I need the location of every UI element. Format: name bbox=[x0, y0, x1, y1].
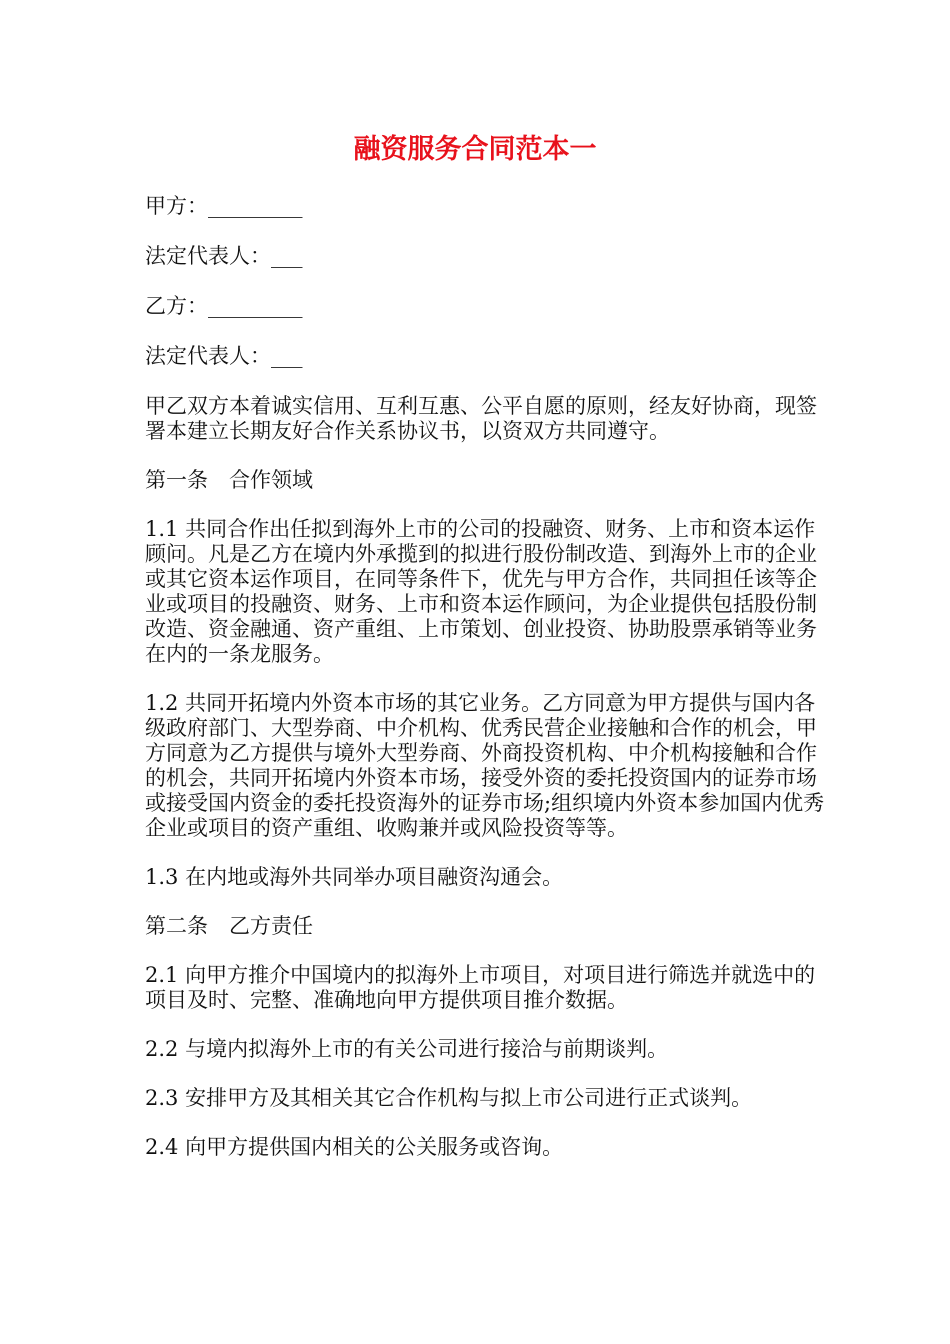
clause-2-4: 2.4 向甲方提供国内相关的公关服务或咨询。 bbox=[145, 1135, 564, 1159]
party-b-line: 乙方：_________ bbox=[145, 294, 303, 318]
document-body bbox=[145, 194, 825, 1184]
clause-2-1: 2.1 向甲方推介中国境内的拟海外上市项目，对项目进行筛选并就选中的项目及时、完整、准确地向甲方提供项目推介数据。 bbox=[145, 963, 816, 1012]
clause-2-3: 2.3 安排甲方及其相关其它合作机构与拟上市公司进行正式谈判。 bbox=[145, 1086, 753, 1110]
clause-1-1: 1.1 共同合作出任拟到海外上市的公司的投融资、财务、上市和资本运作顾问。凡是乙方在境内外承揽到的拟进行股份制改造、到海外上市的企业或其它资本运作项目，在同等条件下，优先与甲方合作，共同担任该等企业或项目的投融资、财务、上市和资本运作顾问，为企业提供包括股份制改造、资金融通、资产重组、上市策划、创业投资、协助股票承销等业务在内的一条龙服务。 bbox=[145, 517, 817, 666]
party-b-representative-line: 法定代表人：___ bbox=[145, 344, 303, 368]
clause-1-3: 1.3 在内地或海外共同举办项目融资沟通会。 bbox=[145, 865, 564, 889]
party-a-line: 甲方：_________ bbox=[145, 194, 303, 218]
clause-2-2: 2.2 与境内拟海外上市的有关公司进行接洽与前期谈判。 bbox=[145, 1037, 669, 1061]
preamble-paragraph: 甲乙双方本着诚实信用、互利互惠、公平自愿的原则，经友好协商，现签署本建立长期友好合作关系协议书，以资双方共同遵守。 bbox=[145, 394, 817, 443]
article-1-heading: 第一条 合作领域 bbox=[145, 468, 313, 492]
clause-1-2: 1.2 共同开拓境内外资本市场的其它业务。乙方同意为甲方提供与国内各级政府部门、大型券商、中介机构、优秀民营企业接触和合作的机会，甲方同意为乙方提供与境外大型券商、外商投资机构、中介机构接触和合作的机会，共同开拓境内外资本市场，接受外资的委托投资国内的证券市场或接受国内资金的委托投资海外的证券市场;组织境内外资本参加国内优秀企业或项目的资产重组、收购兼并或风险投资等等。 bbox=[145, 691, 825, 840]
article-2-heading: 第二条 乙方责任 bbox=[145, 914, 313, 938]
party-a-representative-line: 法定代表人：___ bbox=[145, 244, 303, 268]
document-title: 融资服务合同范本一 bbox=[353, 134, 597, 165]
